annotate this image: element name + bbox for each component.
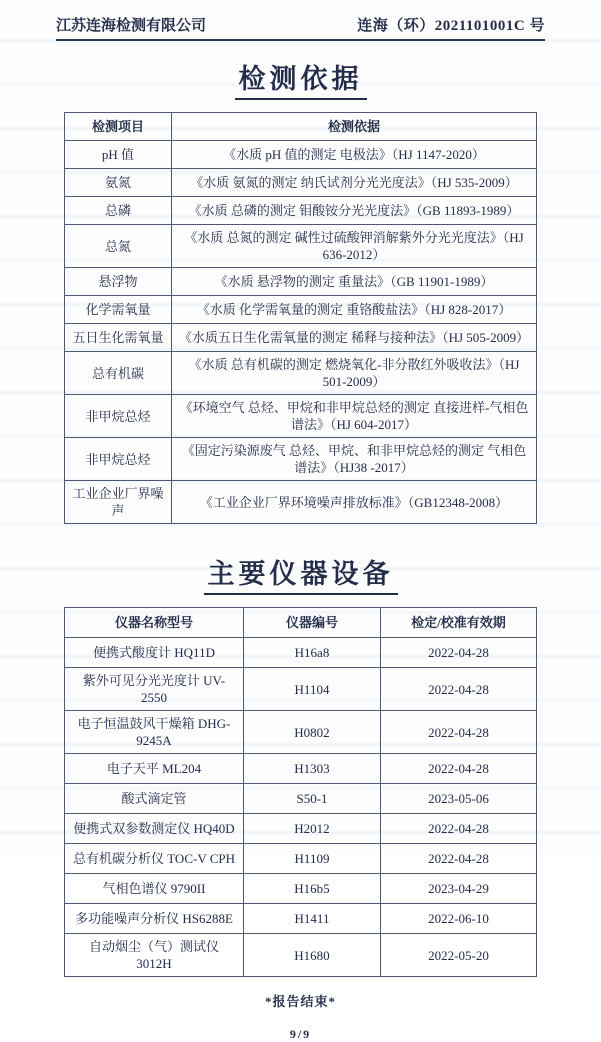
table-cell: 2022-04-28 bbox=[381, 754, 537, 784]
table-row bbox=[65, 904, 537, 934]
table-cell: 《水质 pH 值的测定 电极法》（HJ 1147-2020） bbox=[172, 141, 537, 169]
document-header bbox=[56, 14, 545, 41]
table-cell: 氨氮 bbox=[65, 169, 172, 197]
instruments-col-header-validity: 检定/校准有效期 bbox=[381, 608, 537, 638]
report-end-mark: *报告结束* bbox=[264, 994, 336, 1009]
page-number: 9/9 bbox=[289, 1027, 312, 1041]
basis-col-header-basis: 检测依据 bbox=[172, 113, 537, 141]
table-row bbox=[65, 268, 537, 296]
table-cell: 《水质 总有机碳的测定 燃烧氧化-非分散红外吸收法》（HJ 501-2009） bbox=[172, 352, 537, 395]
table-cell: 《水质 悬浮物的测定 重量法》（GB 11901-1989） bbox=[172, 268, 537, 296]
table-row bbox=[65, 324, 537, 352]
table-row bbox=[65, 754, 537, 784]
table-cell: 2023-05-06 bbox=[381, 784, 537, 814]
document-number: 连海（环）2021101001C 号 bbox=[357, 18, 545, 34]
table-row bbox=[65, 141, 537, 169]
table-row bbox=[65, 481, 537, 524]
company-name: 江苏连海检测有限公司 bbox=[56, 18, 207, 34]
table-row bbox=[65, 197, 537, 225]
table-cell: 悬浮物 bbox=[65, 268, 172, 296]
table-cell: 2022-05-20 bbox=[381, 934, 537, 977]
instruments-col-header-name: 仪器名称型号 bbox=[65, 608, 244, 638]
table-row bbox=[65, 296, 537, 324]
table-cell: 2022-06-10 bbox=[381, 904, 537, 934]
table-cell: 总氮 bbox=[65, 225, 172, 268]
table-cell: H1680 bbox=[244, 934, 381, 977]
table-row bbox=[65, 814, 537, 844]
table-cell: 便携式双参数测定仪 HQ40D bbox=[65, 814, 244, 844]
table-cell: 2022-04-28 bbox=[381, 711, 537, 754]
table-cell: H1109 bbox=[244, 844, 381, 874]
table-row bbox=[65, 169, 537, 197]
basis-table bbox=[64, 112, 537, 524]
table-row bbox=[65, 395, 537, 438]
table-cell: 《水质 总氮的测定 碱性过硫酸钾消解紫外分光光度法》（HJ 636-2012） bbox=[172, 225, 537, 268]
table-cell: 总有机碳 bbox=[65, 352, 172, 395]
table-cell: 工业企业厂界噪声 bbox=[65, 481, 172, 524]
table-cell: 2022-04-28 bbox=[381, 668, 537, 711]
table-cell: H0802 bbox=[244, 711, 381, 754]
table-row bbox=[65, 668, 537, 711]
instruments-table bbox=[64, 607, 537, 977]
table-cell: 2022-04-28 bbox=[381, 844, 537, 874]
table-cell: 气相色谱仪 9790II bbox=[65, 874, 244, 904]
table-cell: 《水质 化学需氧量的测定 重铬酸盐法》（HJ 828-2017） bbox=[172, 296, 537, 324]
basis-table-header-row bbox=[65, 113, 537, 141]
table-cell: H1104 bbox=[244, 668, 381, 711]
table-cell: 2022-04-28 bbox=[381, 638, 537, 668]
table-row bbox=[65, 438, 537, 481]
table-cell: 便携式酸度计 HQ11D bbox=[65, 638, 244, 668]
instruments-table-header-row bbox=[65, 608, 537, 638]
table-row bbox=[65, 934, 537, 977]
table-cell: H1303 bbox=[244, 754, 381, 784]
table-cell: 《工业企业厂界环境噪声排放标准》（GB12348-2008） bbox=[172, 481, 537, 524]
table-cell: 2023-04-29 bbox=[381, 874, 537, 904]
table-cell: 总磷 bbox=[65, 197, 172, 225]
table-row bbox=[65, 352, 537, 395]
table-cell: 非甲烷总烃 bbox=[65, 438, 172, 481]
basis-col-header-item: 检测项目 bbox=[65, 113, 172, 141]
table-cell: H1411 bbox=[244, 904, 381, 934]
table-cell: H16a8 bbox=[244, 638, 381, 668]
table-cell: 电子天平 ML204 bbox=[65, 754, 244, 784]
basis-title-wrap bbox=[56, 57, 545, 100]
table-cell: S50-1 bbox=[244, 784, 381, 814]
table-cell: 总有机碳分析仪 TOC-V CPH bbox=[65, 844, 244, 874]
table-cell: 五日生化需氧量 bbox=[65, 324, 172, 352]
table-cell: 非甲烷总烃 bbox=[65, 395, 172, 438]
table-cell: 《水质 总磷的测定 钼酸铵分光光度法》（GB 11893-1989） bbox=[172, 197, 537, 225]
table-cell: 《环境空气 总烃、甲烷和非甲烷总烃的测定 直接进样-气相色谱法》（HJ 604-2017） bbox=[172, 395, 537, 438]
table-cell: 化学需氧量 bbox=[65, 296, 172, 324]
table-cell: 电子恒温鼓风干燥箱 DHG-9245A bbox=[65, 711, 244, 754]
basis-section-title: 检测依据 bbox=[235, 57, 367, 100]
table-cell: 2022-04-28 bbox=[381, 814, 537, 844]
table-row bbox=[65, 784, 537, 814]
table-cell: pH 值 bbox=[65, 141, 172, 169]
table-cell: H16b5 bbox=[244, 874, 381, 904]
table-row bbox=[65, 711, 537, 754]
instruments-title-wrap bbox=[56, 552, 545, 595]
table-cell: 酸式滴定管 bbox=[65, 784, 244, 814]
table-cell: H2012 bbox=[244, 814, 381, 844]
table-row bbox=[65, 844, 537, 874]
table-cell: 《水质 氨氮的测定 纳氏试剂分光光度法》（HJ 535-2009） bbox=[172, 169, 537, 197]
table-cell: 《固定污染源废气 总烃、甲烷、和非甲烷总烃的测定 气相色谱法》（HJ38 -2017） bbox=[172, 438, 537, 481]
table-row bbox=[65, 874, 537, 904]
instruments-col-header-id: 仪器编号 bbox=[244, 608, 381, 638]
table-cell: 多功能噪声分析仪 HS6288E bbox=[65, 904, 244, 934]
table-cell: 紫外可见分光光度计 UV-2550 bbox=[65, 668, 244, 711]
table-cell: 自动烟尘（气）测试仪 3012H bbox=[65, 934, 244, 977]
instruments-section-title: 主要仪器设备 bbox=[204, 552, 398, 595]
table-row bbox=[65, 225, 537, 268]
table-cell: 《水质五日生化需氧量的测定 稀释与接种法》（HJ 505-2009） bbox=[172, 324, 537, 352]
table-row bbox=[65, 638, 537, 668]
